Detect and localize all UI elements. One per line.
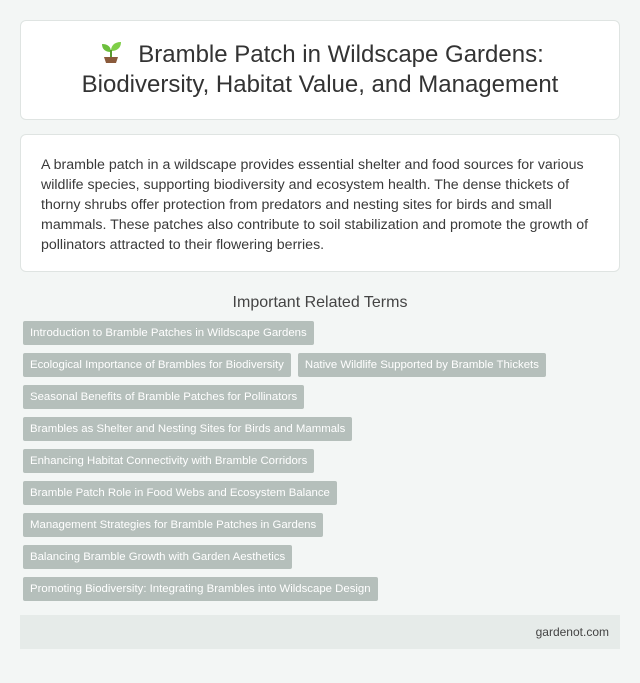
title-card — [20, 20, 620, 120]
related-term-tag[interactable]: Ecological Importance of Brambles for Biodiversity — [23, 353, 291, 377]
related-term-tag[interactable]: Promoting Biodiversity: Integrating Brambles into Wildscape Design — [23, 577, 378, 601]
footer-site-link[interactable]: gardenot.com — [535, 625, 609, 639]
related-terms-heading: Important Related Terms — [232, 294, 408, 311]
description-text: A bramble patch in a wildscape provides essential shelter and food sources for various wildlife species, supporting biodiversity and ecosystem health. The dense thickets of thorny shrubs offer protection from predators and nesting sites for birds and small mammals. These patches also contribute to soil stabilization and promote the growth of pollinators attracted to their flowering berries. — [41, 157, 589, 253]
description-card — [20, 134, 620, 272]
related-term-tag[interactable]: Seasonal Benefits of Bramble Patches for Pollinators — [23, 385, 304, 409]
related-term-tag[interactable]: Native Wildlife Supported by Bramble Thickets — [298, 353, 546, 377]
related-term-tag[interactable]: Management Strategies for Bramble Patches in Gardens — [23, 513, 323, 537]
related-term-tag[interactable]: Brambles as Shelter and Nesting Sites for Birds and Mammals — [23, 417, 352, 441]
related-term-tag[interactable]: Bramble Patch Role in Food Webs and Ecosystem Balance — [23, 481, 337, 505]
page-title-text: Bramble Patch in Wildscape Gardens: Biodiversity, Habitat Value, and Management — [81, 41, 559, 98]
page-title — [51, 40, 589, 100]
footer — [20, 615, 620, 649]
sprout-icon — [96, 40, 126, 64]
related-term-tag[interactable]: Introduction to Bramble Patches in Wildscape Gardens — [23, 321, 314, 345]
related-term-tag[interactable]: Enhancing Habitat Connectivity with Bramble Corridors — [23, 449, 314, 473]
related-term-tag[interactable]: Balancing Bramble Growth with Garden Aesthetics — [23, 545, 292, 569]
related-terms-list — [20, 317, 620, 609]
